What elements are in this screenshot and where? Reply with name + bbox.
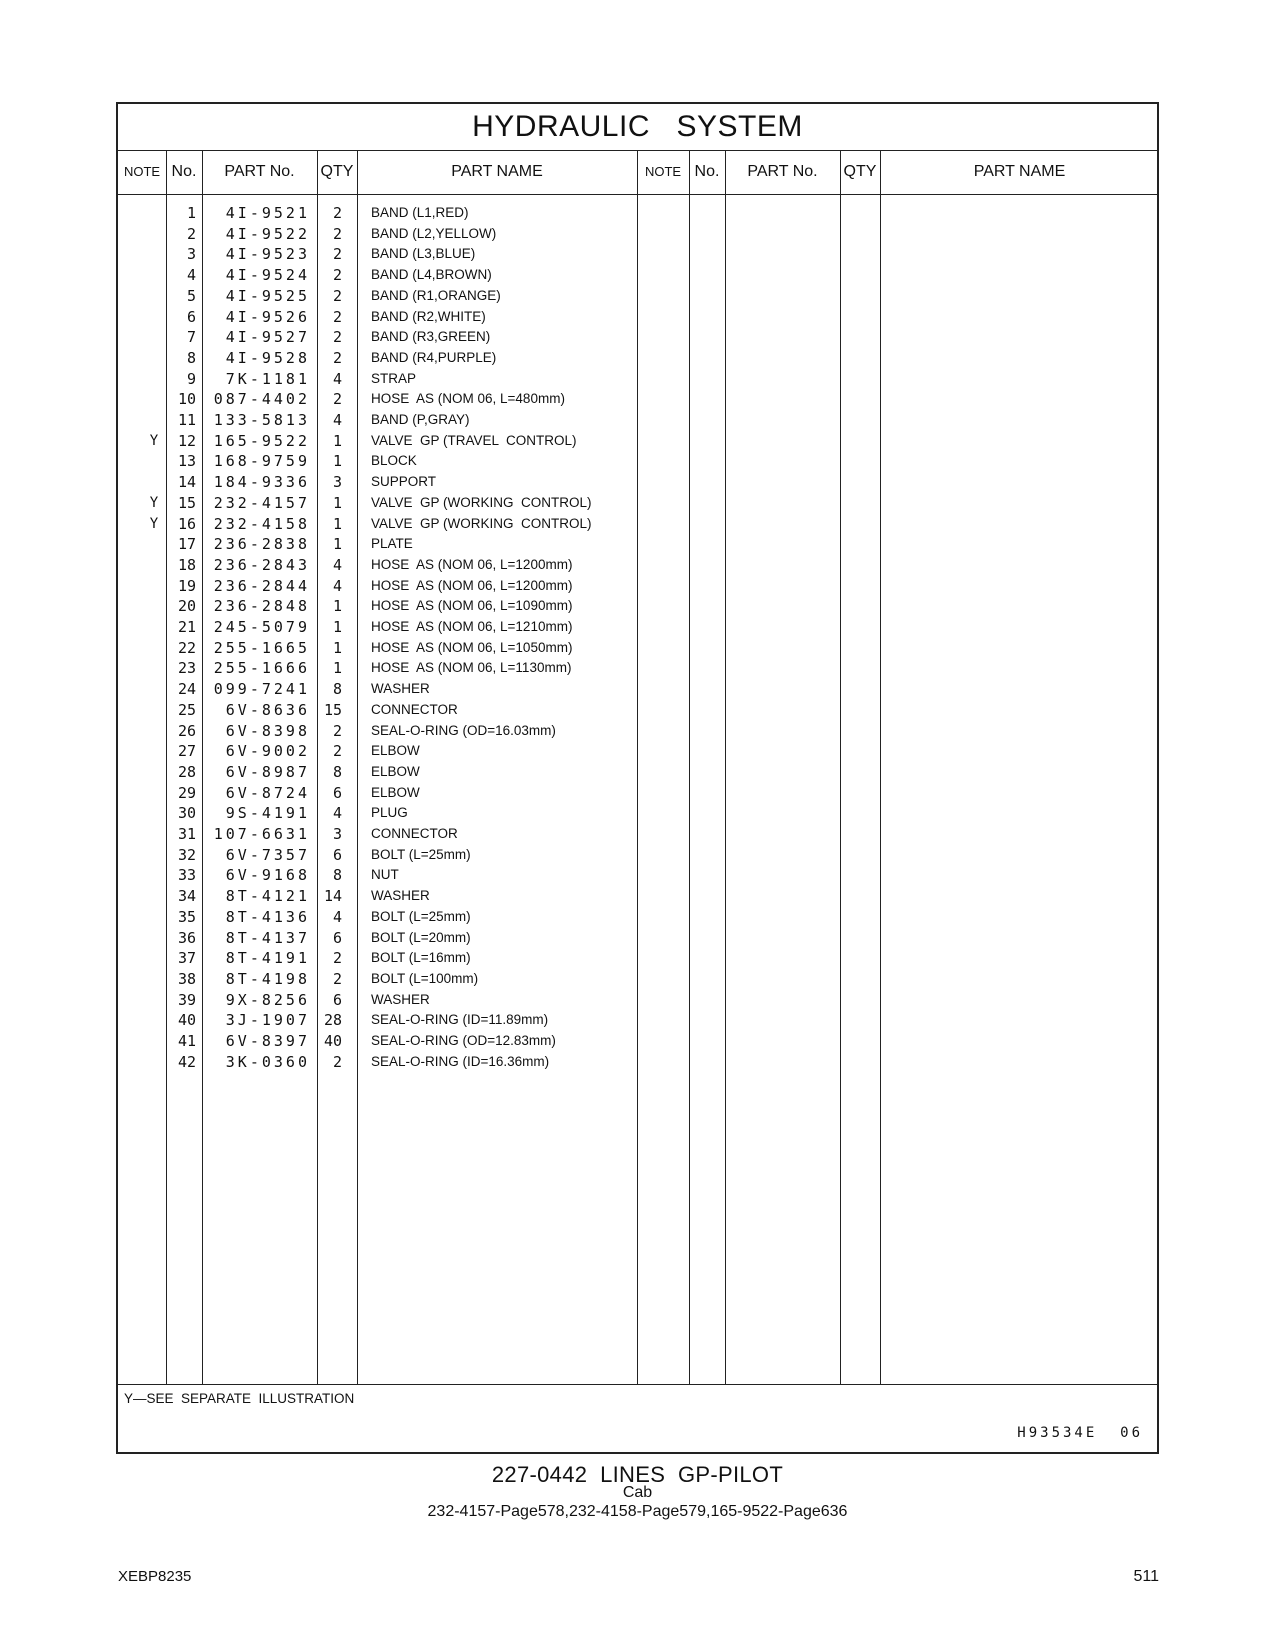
row-qty: 15	[323, 700, 342, 719]
row-qty: 6	[332, 928, 342, 947]
table-row	[118, 533, 638, 555]
row-part-no: 232-4158	[213, 514, 310, 533]
table-row	[118, 1009, 638, 1031]
row-part-name: ELBOW	[371, 763, 420, 779]
row-number: 37	[177, 949, 196, 968]
row-part-name: WASHER	[371, 991, 430, 1007]
row-note: Y	[149, 494, 159, 511]
row-part-name: BAND (R2,WHITE)	[371, 308, 486, 324]
group-location: Cab	[622, 1484, 653, 1501]
table-row	[118, 864, 638, 886]
table-row	[118, 947, 638, 969]
table-row	[118, 285, 638, 307]
row-part-name: STRAP	[371, 370, 417, 386]
row-qty: 3	[332, 473, 342, 492]
row-part-name: BAND (P,GRAY)	[371, 412, 470, 427]
row-number: 24	[177, 680, 196, 699]
row-part-no: 3K-0360	[225, 1052, 310, 1071]
row-qty: 1	[332, 535, 342, 554]
table-row	[118, 637, 638, 659]
row-number: 23	[177, 659, 196, 678]
row-qty: 1	[332, 597, 342, 616]
row-number: 27	[177, 742, 196, 761]
row-part-no: 8T-4121	[225, 887, 310, 906]
row-number: 29	[177, 783, 196, 802]
table-row	[118, 761, 638, 783]
parts-table-body	[118, 194, 1157, 1384]
table-row	[118, 595, 638, 617]
row-part-no: 255-1665	[213, 638, 310, 657]
row-qty: 2	[332, 390, 342, 409]
table-row	[118, 388, 638, 410]
row-qty: 4	[332, 555, 342, 574]
row-number: 41	[177, 1032, 196, 1050]
row-qty: 2	[332, 204, 342, 222]
table-row	[118, 678, 638, 700]
header-note-right: NOTE	[644, 164, 682, 179]
row-number: 20	[177, 597, 196, 616]
row-part-name: CONNECTOR	[371, 701, 458, 717]
row-part-name: SUPPORT	[371, 474, 437, 490]
table-row	[118, 1051, 638, 1073]
table-row	[118, 223, 638, 245]
row-qty: 2	[332, 949, 342, 968]
header-qty-right: QTY	[843, 163, 877, 180]
row-number: 28	[177, 762, 196, 781]
row-part-no: 245-5079	[213, 618, 310, 636]
row-part-name: BAND (L1,RED)	[371, 205, 469, 220]
row-number: 36	[177, 928, 196, 947]
row-part-name: CONNECTOR	[371, 826, 458, 841]
row-qty: 1	[332, 638, 342, 657]
row-part-name: BAND (L2,YELLOW)	[371, 225, 497, 241]
row-part-no: 236-2843	[213, 555, 310, 574]
row-number: 22	[177, 638, 196, 657]
row-number: 39	[177, 990, 196, 1009]
row-qty: 14	[323, 887, 342, 906]
row-part-name: VALVE GP (WORKING CONTROL)	[371, 494, 592, 510]
table-row	[118, 885, 638, 907]
row-number: 8	[186, 348, 196, 367]
row-part-no: 236-2844	[213, 576, 310, 595]
table-row	[118, 430, 638, 452]
row-number: 17	[177, 535, 196, 554]
row-number: 7	[186, 328, 196, 347]
illustration-code: H93534E 06	[1017, 1425, 1143, 1441]
header-part-no-right: PART No.	[747, 163, 818, 180]
row-part-no: 6V-9168	[225, 866, 310, 885]
row-number: 2	[186, 224, 196, 243]
row-number: 33	[177, 866, 196, 885]
row-part-no: 4I-9525	[225, 286, 310, 305]
header-part-name-right: PART NAME	[973, 163, 1066, 180]
row-part-name: HOSE AS (NOM 06, L=1200mm)	[371, 577, 573, 593]
table-row	[118, 347, 638, 369]
table-row	[118, 575, 638, 597]
row-part-no: 8T-4137	[225, 928, 310, 947]
table-row	[118, 306, 638, 328]
row-qty: 2	[332, 266, 342, 285]
row-qty: 6	[332, 783, 342, 802]
table-row	[118, 720, 638, 742]
row-part-no: 168-9759	[213, 452, 310, 471]
row-part-name: BAND (L4,BROWN)	[371, 267, 492, 283]
table-row	[118, 368, 638, 390]
row-part-no: 4I-9524	[225, 266, 310, 285]
table-row	[118, 699, 638, 721]
row-qty: 2	[332, 348, 342, 367]
row-part-no: 165-9522	[213, 431, 310, 450]
row-part-name: BLOCK	[371, 453, 417, 469]
row-qty: 1	[332, 452, 342, 471]
table-row	[118, 492, 638, 514]
row-number: 12	[177, 431, 196, 450]
row-qty: 1	[332, 659, 342, 678]
row-qty: 2	[332, 721, 342, 740]
table-row	[118, 927, 638, 949]
row-part-no: 4I-9522	[225, 224, 310, 243]
row-part-name: VALVE GP (WORKING CONTROL)	[371, 515, 592, 531]
row-qty: 2	[332, 307, 342, 326]
row-qty: 8	[332, 866, 342, 885]
row-note: Y	[149, 432, 159, 449]
table-row	[118, 616, 638, 638]
row-part-no: 8T-4198	[225, 969, 310, 988]
row-qty: 1	[332, 431, 342, 450]
row-number: 14	[177, 473, 196, 492]
table-row	[118, 243, 638, 265]
table-row	[118, 657, 638, 679]
row-part-name: PLUG	[371, 805, 408, 821]
row-part-no: 087-4402	[213, 390, 310, 409]
row-part-name: BAND (R3,GREEN)	[371, 329, 491, 345]
row-part-no: 6V-8398	[225, 721, 310, 740]
row-part-no: 6V-8724	[225, 783, 310, 802]
row-part-name: ELBOW	[371, 743, 420, 759]
row-qty: 1	[332, 618, 342, 636]
row-part-name: SEAL-O-RING (OD=16.03mm)	[371, 722, 556, 738]
table-row	[118, 471, 638, 493]
row-qty: 2	[332, 1052, 342, 1071]
row-number: 25	[177, 700, 196, 719]
row-number: 15	[177, 493, 196, 512]
row-part-name: SEAL-O-RING (OD=12.83mm)	[371, 1033, 556, 1048]
row-qty: 8	[332, 680, 342, 699]
row-part-name: BAND (R1,ORANGE)	[371, 287, 501, 303]
row-qty: 8	[332, 762, 342, 781]
row-qty: 4	[332, 369, 342, 388]
row-part-no: 6V-9002	[225, 742, 310, 761]
row-part-name: BAND (L3,BLUE)	[371, 246, 476, 262]
row-part-no: 4I-9521	[225, 204, 310, 222]
row-number: 16	[177, 514, 196, 533]
row-part-name: BOLT (L=100mm)	[371, 970, 479, 986]
row-number: 26	[177, 721, 196, 740]
document-id: XEBP8235	[118, 1568, 192, 1585]
table-title-bar	[118, 104, 1157, 151]
row-part-name: BOLT (L=25mm)	[371, 908, 471, 924]
row-part-name: SEAL-O-RING (ID=11.89mm)	[371, 1012, 549, 1028]
row-part-no: 3J-1907	[225, 1011, 310, 1030]
row-part-name: HOSE AS (NOM 06, L=1200mm)	[371, 556, 573, 572]
table-row	[118, 740, 638, 762]
row-part-no: 8T-4136	[225, 907, 310, 926]
row-qty: 2	[332, 224, 342, 243]
row-part-no: 099-7241	[213, 680, 310, 699]
row-qty: 6	[332, 845, 342, 864]
row-part-name: HOSE AS (NOM 06, L=1050mm)	[371, 639, 573, 655]
row-qty: 4	[332, 907, 342, 926]
row-qty: 2	[332, 742, 342, 761]
table-row	[118, 409, 638, 431]
row-qty: 2	[332, 328, 342, 347]
footnote: Y—SEE SEPARATE ILLUSTRATION	[124, 1391, 355, 1406]
page-number: 511	[1133, 1568, 1159, 1585]
row-number: 6	[186, 307, 196, 326]
row-part-no: 4I-9528	[225, 348, 310, 367]
table-row	[118, 802, 638, 824]
row-part-name: SEAL-O-RING (ID=16.36mm)	[371, 1053, 550, 1069]
header-part-name-left: PART NAME	[451, 163, 543, 180]
header-qty-left: QTY	[320, 163, 354, 180]
row-number: 34	[177, 887, 196, 906]
row-qty: 4	[332, 411, 342, 429]
row-part-no: 236-2838	[213, 535, 310, 554]
table-row	[118, 844, 638, 866]
row-part-no: 6V-8397	[225, 1032, 310, 1050]
table-row	[118, 554, 638, 576]
row-number: 31	[177, 825, 196, 843]
row-part-no: 255-1666	[213, 659, 310, 678]
row-part-no: 4I-9526	[225, 307, 310, 326]
row-part-no: 107-6631	[213, 825, 310, 843]
group-caption: 227-0442 LINES GP-PILOT	[491, 1462, 784, 1487]
row-part-no: 7K-1181	[225, 369, 310, 388]
row-part-no: 8T-4191	[225, 949, 310, 968]
row-number: 9	[186, 369, 196, 388]
row-part-name: BOLT (L=25mm)	[371, 846, 471, 862]
row-number: 40	[177, 1011, 196, 1030]
row-number: 4	[186, 266, 196, 285]
row-part-name: BOLT (L=20mm)	[371, 929, 471, 945]
row-part-no: 9S-4191	[225, 804, 310, 823]
row-part-no: 236-2848	[213, 597, 310, 616]
row-qty: 1	[332, 493, 342, 512]
row-qty: 3	[332, 825, 342, 843]
row-part-no: 232-4157	[213, 493, 310, 512]
row-part-name: WASHER	[371, 888, 430, 904]
row-qty: 1	[332, 514, 342, 533]
row-qty: 4	[332, 804, 342, 823]
table-row	[118, 450, 638, 472]
row-part-name: BAND (R4,PURPLE)	[371, 349, 497, 365]
row-number: 11	[177, 411, 196, 429]
row-qty: 4	[332, 576, 342, 595]
header-no-left: No.	[171, 163, 197, 180]
row-part-name: HOSE AS (NOM 06, L=1090mm)	[371, 598, 573, 614]
row-number: 19	[177, 576, 196, 595]
row-part-no: 133-5813	[213, 411, 310, 429]
row-number: 38	[177, 969, 196, 988]
row-part-no: 6V-7357	[225, 845, 310, 864]
row-part-no: 9X-8256	[225, 990, 310, 1009]
table-title: HYDRAULIC SYSTEM	[472, 110, 803, 143]
table-row	[118, 906, 638, 928]
row-part-name: NUT	[371, 867, 399, 883]
row-number: 30	[177, 804, 196, 823]
row-number: 18	[177, 555, 196, 574]
header-note-left: NOTE	[123, 164, 161, 179]
table-row	[118, 202, 638, 224]
row-number: 35	[177, 907, 196, 926]
row-part-name: VALVE GP (TRAVEL CONTROL)	[371, 432, 577, 448]
row-qty: 2	[332, 286, 342, 305]
table-row	[118, 513, 638, 535]
row-part-name: HOSE AS (NOM 06, L=1210mm)	[371, 619, 573, 634]
row-number: 21	[177, 618, 196, 636]
table-footer	[118, 1384, 1157, 1453]
table-row	[118, 1030, 638, 1052]
table-row	[118, 264, 638, 286]
row-part-no: 184-9336	[213, 473, 310, 492]
header-part-no-left: PART No.	[224, 163, 295, 180]
row-note: Y	[149, 515, 159, 532]
row-part-name: ELBOW	[371, 784, 420, 800]
row-number: 13	[177, 452, 196, 471]
row-part-no: 6V-8636	[225, 700, 310, 719]
parts-table	[116, 102, 1159, 1454]
row-part-name: PLATE	[371, 536, 413, 552]
row-part-name: BOLT (L=16mm)	[371, 950, 471, 966]
page-references: 232-4157-Page578,232-4158-Page579,165-9522-Page636	[427, 1503, 848, 1520]
row-part-name: WASHER	[371, 681, 430, 697]
row-qty: 40	[323, 1032, 342, 1050]
row-number: 42	[177, 1052, 196, 1071]
row-number: 10	[177, 390, 196, 409]
table-row	[118, 326, 638, 348]
row-part-name: HOSE AS (NOM 06, L=1130mm)	[371, 660, 572, 676]
row-qty: 2	[332, 245, 342, 264]
table-row	[118, 782, 638, 804]
row-number: 32	[177, 845, 196, 864]
row-part-no: 6V-8987	[225, 762, 310, 781]
row-part-no: 4I-9523	[225, 245, 310, 264]
row-part-name: HOSE AS (NOM 06, L=480mm)	[371, 391, 565, 407]
table-row	[118, 968, 638, 990]
row-number: 1	[186, 204, 196, 222]
row-qty: 28	[323, 1011, 342, 1030]
table-row	[118, 989, 638, 1011]
row-number: 3	[186, 245, 196, 264]
header-no-right: No.	[694, 163, 720, 180]
row-part-no: 4I-9527	[225, 328, 310, 347]
row-qty: 2	[332, 969, 342, 988]
row-qty: 6	[332, 990, 342, 1009]
row-number: 5	[186, 286, 196, 305]
table-row	[118, 823, 638, 845]
